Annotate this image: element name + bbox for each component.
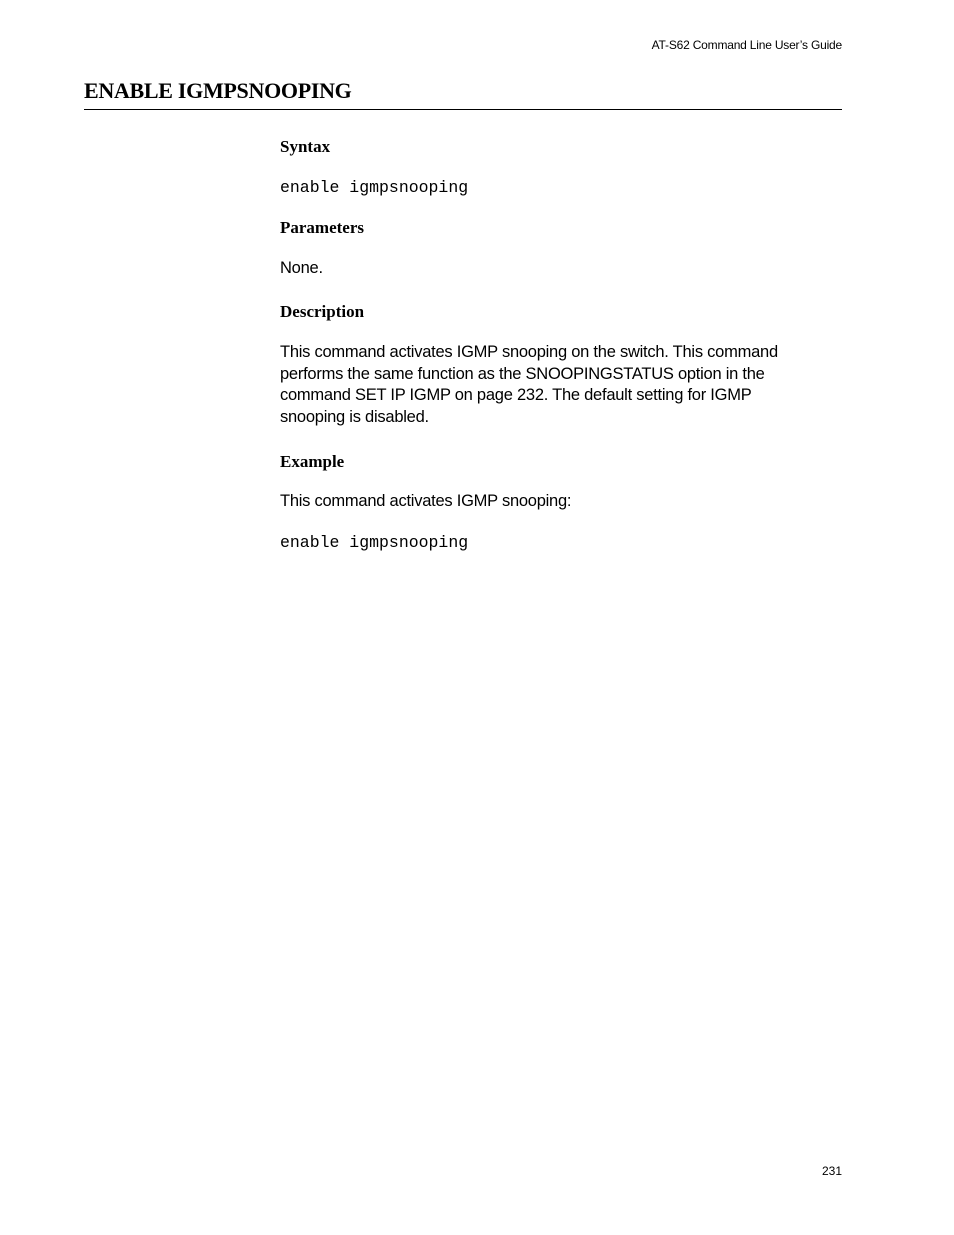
description-line: snooping is disabled. — [280, 408, 429, 427]
description-line: This command activates IGMP snooping on the switch. This command — [280, 343, 778, 361]
description-line: performs the same function as the SNOOPINGSTATUS option in the — [280, 364, 765, 383]
example-text: This command activates IGMP snooping: — [280, 492, 572, 510]
description-line: command SET IP IGMP on page 232. The default setting for IGMP — [280, 386, 752, 405]
example-heading: Example — [280, 452, 345, 471]
example-code: enable igmpsnooping — [280, 533, 469, 552]
page-number: 231 — [821, 1164, 842, 1178]
title-rule — [84, 109, 842, 110]
parameters-text: None. — [280, 259, 323, 277]
parameters-heading: Parameters — [280, 218, 365, 237]
page-title: ENABLE IGMPSNOOPING — [84, 78, 352, 103]
running-header: AT-S62 Command Line User’s Guide — [651, 38, 842, 52]
syntax-heading: Syntax — [280, 137, 331, 156]
description-heading: Description — [280, 302, 365, 321]
syntax-code: enable igmpsnooping — [280, 178, 469, 197]
description-text — [280, 342, 842, 429]
